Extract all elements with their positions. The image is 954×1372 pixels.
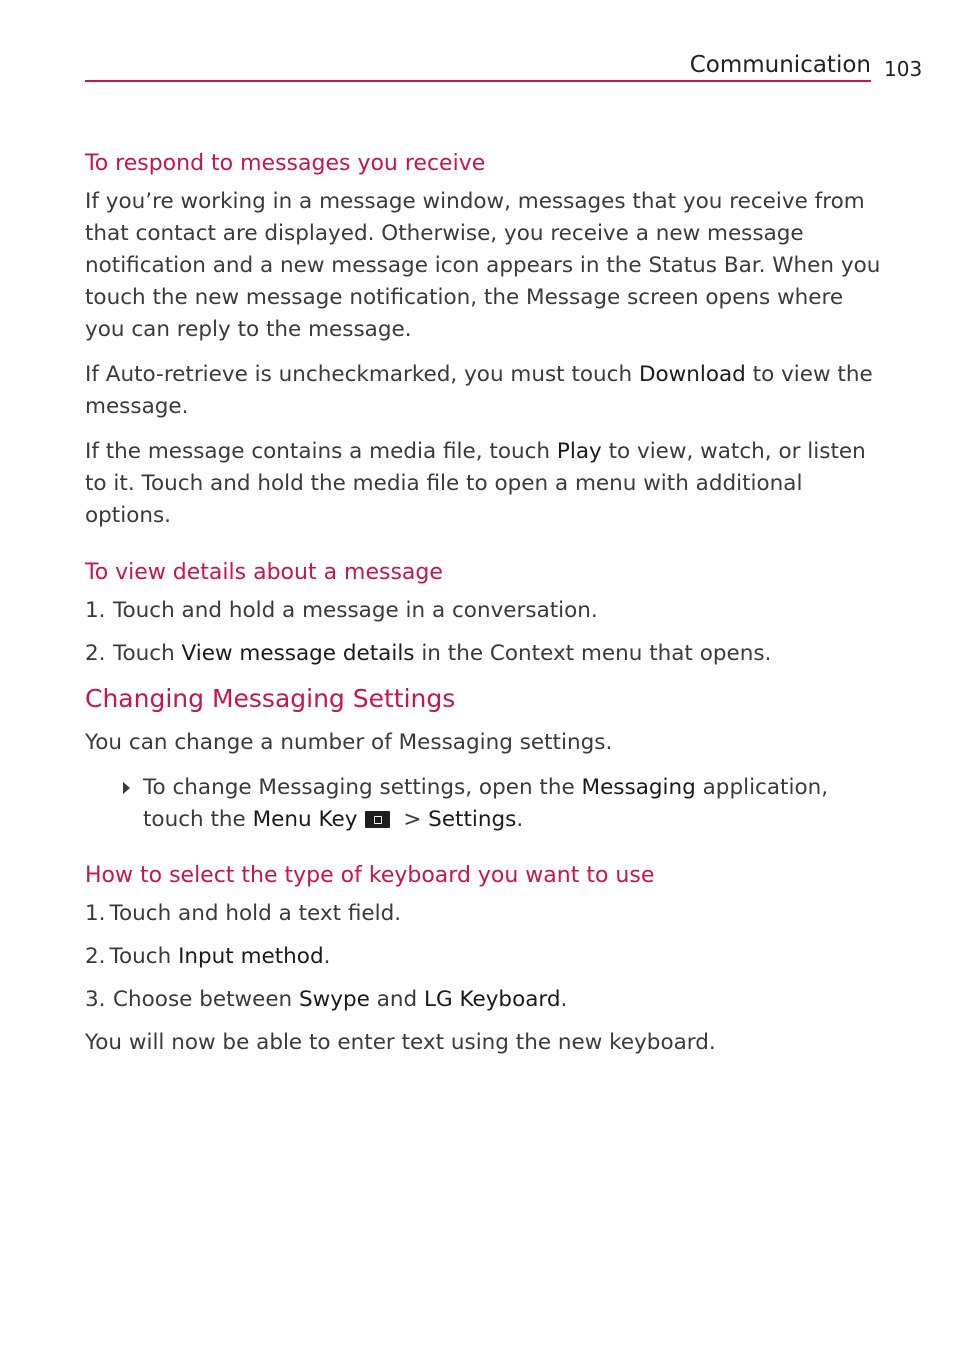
step-text: Touch and hold a text field. [109,901,402,926]
list-item [85,595,885,627]
text-run: . [516,807,524,832]
page-content [85,148,885,1072]
messaging-term: Messaging [581,775,696,800]
keyboard-note: You will now be able to enter text using the new keyboard. [85,1030,716,1055]
text-run: . [560,987,568,1012]
details-steps [85,595,885,670]
page-number: 103 [884,57,923,81]
swype-term: Swype [299,987,370,1012]
text-run: Choose between [113,987,300,1012]
list-item [85,638,885,670]
menu-key-term: Menu Key [252,807,358,832]
text-run: Touch [109,944,179,969]
step-text [113,984,567,1016]
section-title: Communication [689,52,871,78]
settings-term: Settings [428,807,517,832]
text-run: to view the message. [85,362,873,419]
settings-intro: You can change a number of Messaging settings. [85,730,613,755]
step-text [110,941,331,973]
keyboard-steps-continued [85,984,885,1016]
text-run: in the Context menu that opens. [414,641,772,666]
menu-key-icon [365,811,390,828]
play-term: Play [556,439,602,464]
settings-heading: Changing Messaging Settings [85,684,456,713]
download-term: Download [638,362,746,387]
step-number: 1. [85,598,106,623]
list-item [85,898,885,930]
text-run: To change Messaging settings, open the [143,775,582,800]
respond-paragraph-1: If you’re working in a message window, messages that you receive from that contact are displayed. Otherwise, you receive a new message notification and a new message icon appears in the Status Bar. When you touch the new message notification, the Message screen opens where you can reply to the message. [85,189,881,342]
details-heading: To view details about a message [85,560,443,585]
step-number: 2. [85,641,106,666]
lg-keyboard-term: LG Keyboard [423,987,561,1012]
input-method-term: Input method [178,944,324,969]
text-run: If the message contains a media file, touch [85,439,557,464]
keyboard-steps [85,898,885,973]
list-item [85,941,885,973]
step-text [113,638,771,670]
settings-bullet [121,772,885,836]
triangle-bullet-icon [123,782,130,794]
text-run: If Auto-retrieve is uncheckmarked, you must touch [85,362,639,387]
keyboard-heading: How to select the type of keyboard you want to use [85,863,655,888]
respond-heading: To respond to messages you receive [85,151,486,176]
step-number: 1. [85,901,106,926]
bullet-text [143,772,885,836]
header-divider [85,80,871,82]
view-message-details-term: View message details [181,641,415,666]
respond-paragraph-3 [85,436,885,532]
text-run: and [369,987,424,1012]
text-run: application, touch the [143,775,829,832]
text-run: > [396,807,429,832]
step-number: 2. [85,944,106,969]
step-number: 3. [85,987,106,1012]
step-text: Touch and hold a message in a conversation. [113,598,598,623]
text-run: to view, watch, or listen to it. Touch and hold the media file to open a menu with additional options. [85,439,866,528]
text-run: . [323,944,331,969]
text-run: Touch [113,641,182,666]
list-item [85,984,885,1016]
respond-paragraph-2 [85,359,885,423]
